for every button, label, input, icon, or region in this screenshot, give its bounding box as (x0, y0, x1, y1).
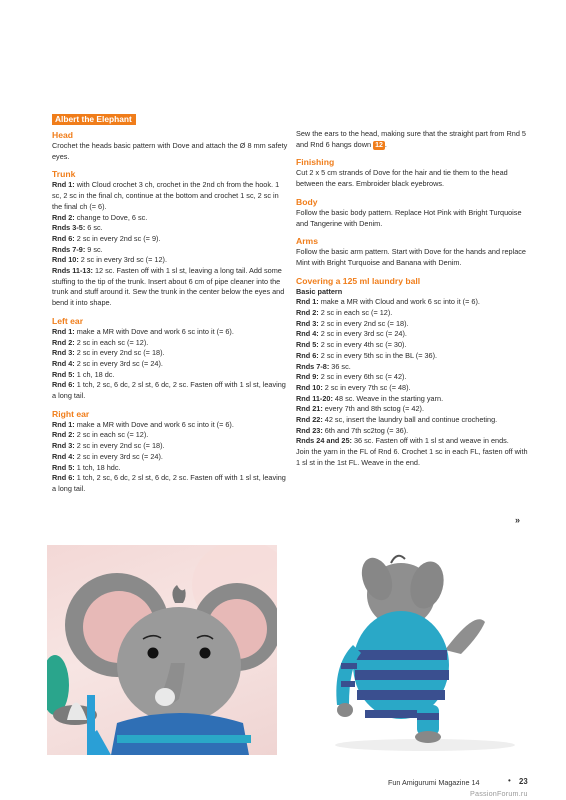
continue-arrow: » (515, 515, 521, 525)
round-label: Rnd 10: (296, 382, 323, 392)
instruction-line: Rnd 22: 42 sc, insert the laundry ball and continue crocheting. (296, 415, 498, 425)
round-label: Rnd 3: (52, 441, 75, 451)
instruction-line: Rnd 5: 2 sc in every 4th sc (= 30). (296, 340, 407, 350)
round-label: Rnd 9: (296, 372, 319, 382)
instruction-line: Rnd 10: 2 sc in every 7th sc (= 48). (296, 382, 411, 392)
round-label: Rnd 2: (296, 308, 319, 318)
round-label: Rnd 2: (52, 337, 75, 347)
round-label: Rnd 5: (52, 369, 75, 379)
instruction-line: Rnd 2: 2 sc in each sc (= 12). (52, 337, 149, 347)
round-label: Rnd 3: (296, 318, 319, 328)
round-label: Rnd 2: (52, 212, 75, 222)
round-label: Rnd 21: (296, 404, 323, 414)
instruction-line: Rnd 1: with Cloud crochet 3 ch, crochet in the 2nd ch from the hook. 1 sc, 2 sc in the final ch, continue at the bottom and crochet 1 sc, 2 sc in the final ch (= 6). (52, 180, 280, 211)
round-label: Rnd 10: (52, 255, 79, 265)
round-label: Rnds 3-5: (52, 223, 86, 233)
right-ear-lines (52, 420, 288, 495)
round-label: Rnd 6: (52, 473, 75, 483)
left-ear-lines (52, 327, 288, 402)
round-label: Rnd 2: (52, 430, 75, 440)
round-label: Rnds 11-13: (52, 266, 93, 276)
round-label: Rnd 1: (52, 326, 75, 336)
arms-text: Follow the basic arm pattern. Start with Dove for the hands and replace Mint with Bright Turquoise and Banana with Denim. (296, 247, 526, 267)
step-badge: 12 (375, 141, 383, 149)
round-label: Rnd 22: (296, 415, 323, 425)
round-label: Rnd 1: (52, 419, 75, 429)
instruction-line: Rnd 4: 2 sc in every 3rd sc (= 24). (52, 451, 163, 461)
ears-text (296, 129, 532, 150)
round-label: Rnd 6: (52, 380, 75, 390)
footer-magazine-title: Fun Amigurumi Magazine 14 (388, 778, 480, 787)
instruction-line: Rnd 1: make a MR with Dove and work 6 sc into it (= 6). (52, 326, 234, 336)
instruction-line: Rnd 3: 2 sc in every 2nd sc (= 18). (52, 441, 165, 451)
body-text: Follow the basic body pattern. Replace Hot Pink with Bright Turquoise and Tangerine with Denim. (296, 207, 522, 228)
instruction-line: Rnd 9: 2 sc in every 6th sc (= 42). (296, 372, 407, 382)
instruction-line: Rnd 1: make a MR with Dove and work 6 sc into it (= 6). (52, 419, 234, 429)
laundry-ball-lines (296, 297, 532, 468)
instruction-line: Rnd 21: every 7th and 8th sctog (= 42). (296, 404, 424, 414)
instruction-line: Rnds 11-13: 12 sc. Fasten off with 1 sl st, leaving a long tail. Add some stuffing to the tip of the trunk. Insert about 6 cm of pipe cleaner into the trunk and stuff around it. Sew the trunk in the center below the eyes and bend it into shape. (52, 266, 285, 308)
left-ear-heading: Left ear (52, 315, 84, 326)
watermark: PassionForum.ru (470, 789, 528, 798)
round-label: Rnd 11-20: (296, 393, 333, 403)
page-number: 23 (519, 777, 528, 786)
instruction-line: Rnd 5: 1 ch, 18 dc. (52, 369, 115, 379)
arms-heading: Arms (296, 236, 318, 247)
instruction-line: Rnd 6: 2 sc in every 5th sc in the BL (= 36). (296, 350, 438, 360)
round-label: Rnd 5: (52, 462, 75, 472)
head-heading: Head (52, 130, 74, 140)
instruction-line: Rnd 2: 2 sc in each sc (= 12). (52, 430, 149, 440)
instruction-line: Rnd 2: change to Dove, 6 sc. (52, 212, 148, 222)
round-label: Rnd 4: (52, 451, 75, 461)
round-label: Rnd 23: (296, 425, 323, 435)
basic-pattern-subheading: Basic pattern (296, 286, 343, 296)
finishing-text: Cut 2 x 5 cm strands of Dove for the hair and tie them to the head between the ears. Embroider black eyebrows. (296, 168, 508, 189)
instruction-line: Rnd 4: 2 sc in every 3rd sc (= 24). (52, 358, 163, 368)
instruction-line: Rnd 6: 2 sc in every 2nd sc (= 9). (52, 233, 161, 243)
round-label: Rnd 4: (296, 329, 319, 339)
right-ear-heading: Right ear (52, 408, 90, 419)
section-tag: Albert the Elephant (52, 114, 136, 125)
instruction-line: Join the yarn in the FL of Rnd 6. Crochet 1 sc in each FL, fasten off with 1 sl st in the 1st FL. Weave in the end. (296, 447, 528, 467)
head-text: Crochet the heads basic pattern with Dove and attach the Ø 8 mm safety eyes. (52, 141, 288, 161)
elephant-back-illustration (305, 545, 535, 755)
round-label: Rnd 1: (296, 297, 319, 307)
ears-text-end: . (384, 139, 387, 149)
body-heading: Body (296, 196, 318, 207)
round-label: Rnd 1: (52, 180, 75, 190)
round-label: Rnd 6: (296, 350, 319, 360)
left-column (52, 114, 288, 495)
laundry-ball-heading: Covering a 125 ml laundry ball (296, 275, 421, 286)
instruction-line: Rnds 7-9: 9 sc. (52, 244, 103, 254)
elephant-closeup-photo (47, 545, 277, 755)
instruction-line: Rnds 24 and 25: 36 sc. Fasten off with 1 sl st and weave in ends. (296, 436, 509, 446)
trunk-lines (52, 180, 288, 308)
round-label: Rnd 5: (296, 340, 319, 350)
instruction-line: Rnd 2: 2 sc in each sc (= 12). (296, 308, 393, 318)
round-label: Rnds 24 and 25: (296, 436, 352, 446)
instruction-line: Rnd 3: 2 sc in every 2nd sc (= 18). (296, 318, 409, 328)
elephant-closeup-illustration (47, 545, 277, 755)
instruction-line: Rnds 7-8: 36 sc. (296, 361, 351, 371)
trunk-heading: Trunk (52, 169, 76, 180)
instruction-line: Rnd 23: 6th and 7th sc2tog (= 36). (296, 425, 409, 435)
round-label: Rnds 7-8: (296, 361, 330, 371)
instruction-line: Rnd 5: 1 tch, 18 hdc. (52, 462, 121, 472)
elephant-back-photo (305, 545, 535, 755)
round-label: Rnd 3: (52, 348, 75, 358)
finishing-heading: Finishing (296, 157, 335, 168)
ears-text-body: Sew the ears to the head, making sure that the straight part from Rnd 5 and Rnd 6 hangs down (296, 129, 526, 149)
instruction-line: Rnd 3: 2 sc in every 2nd sc (= 18). (52, 348, 165, 358)
instruction-line: Rnd 6: 1 tch, 2 sc, 6 dc, 2 sl st, 6 dc, 2 sc. Fasten off with 1 sl st, leaving a long tail. (52, 473, 286, 493)
instruction-line: Rnd 4: 2 sc in every 3rd sc (= 24). (296, 329, 407, 339)
round-label: Rnd 6: (52, 233, 75, 243)
instruction-line: Rnd 1: make a MR with Cloud and work 6 sc into it (= 6). (296, 297, 480, 307)
instruction-line: Rnd 11-20: 48 sc. Weave in the starting yarn. (296, 393, 444, 403)
footer-bullet: • (508, 776, 511, 785)
instruction-line: Rnds 3-5: 6 sc. (52, 223, 103, 233)
instruction-line: Rnd 6: 1 tch, 2 sc, 6 dc, 2 sl st, 6 dc, 2 sc. Fasten off with 1 sl st, leaving a long tail. (52, 380, 286, 401)
round-label: Rnd 4: (52, 358, 75, 368)
round-label: Rnds 7-9: (52, 244, 86, 254)
instruction-line: Rnd 10: 2 sc in every 3rd sc (= 12). (52, 255, 167, 265)
right-column (296, 129, 532, 469)
